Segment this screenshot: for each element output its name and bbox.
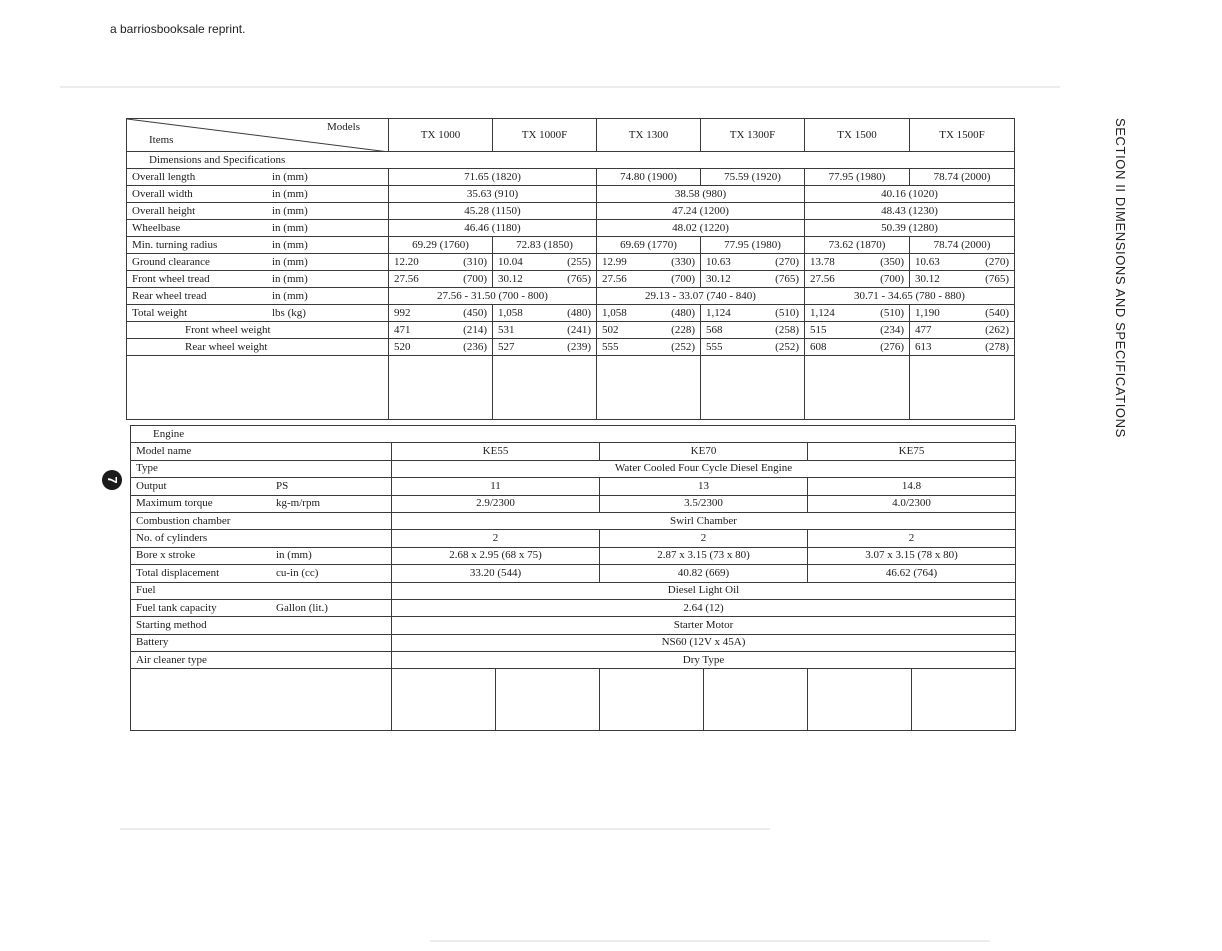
- value-cell: [701, 271, 805, 288]
- value-cell: [389, 339, 493, 356]
- table-row: [127, 271, 1015, 288]
- value-kg: (510): [775, 306, 799, 319]
- row-label: [127, 322, 389, 339]
- value-kg: (228): [671, 323, 695, 336]
- value-kg: (252): [775, 340, 799, 353]
- unit-label: in (mm): [272, 238, 308, 251]
- table-row: [127, 186, 1015, 203]
- table-row: [131, 512, 1016, 529]
- value-cell: KE70: [600, 443, 808, 460]
- value-kg: (236): [463, 340, 487, 353]
- value-cell: Water Cooled Four Cycle Diesel Engine: [392, 460, 1016, 477]
- value-kg: (540): [985, 306, 1009, 319]
- section-label: Engine: [131, 426, 1016, 443]
- value-cell: [389, 254, 493, 271]
- value-cell: [910, 322, 1015, 339]
- value-cell: Dry Type: [392, 652, 1016, 669]
- value-cell: 11: [392, 478, 600, 495]
- row-label: [127, 271, 389, 288]
- empty-cell: [808, 669, 912, 731]
- item-label: Overall height: [132, 204, 196, 217]
- unit-label: in (mm): [272, 221, 308, 234]
- value-lbs: 1,124: [706, 306, 731, 319]
- value-cell: 71.65 (1820): [389, 169, 597, 186]
- table-header-row: [127, 119, 1015, 152]
- value-cell: Starter Motor: [392, 617, 1016, 634]
- item-label: Air cleaner type: [136, 653, 207, 666]
- value-cell: 2.87 x 3.15 (73 x 80): [600, 547, 808, 564]
- item-label: Starting method: [136, 618, 207, 631]
- row-label: [127, 169, 389, 186]
- value-inch: 10.04: [498, 255, 523, 268]
- value-cell: KE55: [392, 443, 600, 460]
- row-label: [127, 203, 389, 220]
- value-lbs: 1,058: [602, 306, 627, 319]
- table-row: [127, 203, 1015, 220]
- value-metric: (270): [985, 255, 1009, 268]
- row-label: [127, 220, 389, 237]
- item-label: Battery: [136, 636, 169, 649]
- value-lbs: 568: [706, 323, 723, 336]
- unit-label: in (mm): [272, 272, 308, 285]
- empty-cell: [496, 669, 600, 731]
- value-cell: 75.59 (1920): [701, 169, 805, 186]
- value-cell: [805, 305, 910, 322]
- value-kg: (214): [463, 323, 487, 336]
- value-cell: 2: [600, 530, 808, 547]
- value-inch: 27.56: [394, 272, 419, 285]
- value-lbs: 608: [810, 340, 827, 353]
- item-label: Output: [136, 479, 167, 492]
- empty-cell: [600, 669, 704, 731]
- value-metric: (765): [775, 272, 799, 285]
- value-cell: 45.28 (1150): [389, 203, 597, 220]
- scan-smudge: [430, 940, 990, 942]
- unit-label: in (mm): [272, 187, 308, 200]
- page-number-mark: 7: [102, 470, 122, 490]
- row-label: [131, 460, 392, 477]
- empty-row: [131, 669, 1016, 731]
- value-cell: 2.68 x 2.95 (68 x 75): [392, 547, 600, 564]
- table-row: [127, 220, 1015, 237]
- value-cell: 38.58 (980): [597, 186, 805, 203]
- unit-label: in (mm): [276, 549, 312, 562]
- value-lbs: 1,190: [915, 306, 940, 319]
- item-label: Wheelbase: [132, 221, 181, 234]
- table-row: [131, 460, 1016, 477]
- value-lbs: 471: [394, 323, 411, 336]
- unit-label: in (mm): [272, 255, 308, 268]
- value-cell: 73.62 (1870): [805, 237, 910, 254]
- value-cell: [389, 271, 493, 288]
- value-cell: 2.64 (12): [392, 599, 1016, 616]
- value-cell: 3.5/2300: [600, 495, 808, 512]
- value-cell: 40.16 (1020): [805, 186, 1015, 203]
- table-row: [131, 652, 1016, 669]
- empty-cell: [701, 356, 805, 420]
- value-metric: (765): [985, 272, 1009, 285]
- unit-label: cu-in (cc): [276, 566, 319, 579]
- table-row: [131, 443, 1016, 460]
- row-label: [127, 288, 389, 305]
- table-row: [131, 547, 1016, 564]
- row-label: [131, 478, 392, 495]
- item-label: Fuel tank capacity: [136, 601, 217, 614]
- header-diagonal-cell: [127, 119, 389, 152]
- item-label: Combustion chamber: [136, 514, 231, 527]
- row-label: [131, 512, 392, 529]
- value-metric: (350): [880, 255, 904, 268]
- value-cell: NS60 (12V x 45A): [392, 634, 1016, 651]
- row-label: [127, 305, 389, 322]
- model-header: TX 1000F: [493, 119, 597, 152]
- table-row: [127, 169, 1015, 186]
- row-label: [131, 547, 392, 564]
- item-label: Rear wheel tread: [132, 289, 207, 302]
- value-kg: (510): [880, 306, 904, 319]
- empty-cell: [912, 669, 1016, 731]
- table-row: [131, 478, 1016, 495]
- item-label: Model name: [136, 445, 192, 458]
- section-row: [131, 426, 1016, 443]
- value-lbs: 613: [915, 340, 932, 353]
- value-cell: 27.56 - 31.50 (700 - 800): [389, 288, 597, 305]
- value-cell: 69.69 (1770): [597, 237, 701, 254]
- value-inch: 30.12: [706, 272, 731, 285]
- items-label: Items: [149, 134, 174, 146]
- row-label: [131, 599, 392, 616]
- unit-label: in (mm): [272, 289, 308, 302]
- value-metric: (700): [463, 272, 487, 285]
- unit-label: in (mm): [272, 170, 308, 183]
- row-label: [127, 186, 389, 203]
- value-kg: (241): [567, 323, 591, 336]
- value-kg: (252): [671, 340, 695, 353]
- value-kg: (262): [985, 323, 1009, 336]
- section-row: [127, 152, 1015, 169]
- table-row: [127, 288, 1015, 305]
- table-row: [127, 305, 1015, 322]
- value-metric: (255): [567, 255, 591, 268]
- item-label: Total weight: [132, 306, 188, 319]
- value-cell: [910, 339, 1015, 356]
- value-cell: [701, 339, 805, 356]
- value-cell: 29.13 - 33.07 (740 - 840): [597, 288, 805, 305]
- reprint-note: a barriosbooksale reprint.: [110, 22, 246, 36]
- value-inch: 12.99: [602, 255, 627, 268]
- value-lbs: 515: [810, 323, 827, 336]
- value-inch: 30.12: [498, 272, 523, 285]
- value-cell: [805, 322, 910, 339]
- models-label: Models: [327, 121, 360, 133]
- value-cell: [910, 254, 1015, 271]
- value-cell: 74.80 (1900): [597, 169, 701, 186]
- value-cell: 2: [392, 530, 600, 547]
- engine-table: [130, 425, 1016, 731]
- item-label: Type: [136, 462, 158, 475]
- value-cell: 77.95 (1980): [805, 169, 910, 186]
- empty-cell: [127, 356, 389, 420]
- value-kg: (276): [880, 340, 904, 353]
- row-label: [131, 565, 392, 582]
- model-header: TX 1500: [805, 119, 910, 152]
- section-label: Dimensions and Specifications: [127, 152, 1015, 169]
- value-cell: [805, 339, 910, 356]
- item-label: Min. turning radius: [132, 238, 218, 251]
- row-label: [127, 237, 389, 254]
- unit-label: Gallon (lit.): [276, 601, 328, 614]
- table-row: [131, 582, 1016, 599]
- value-metric: (700): [880, 272, 904, 285]
- unit-label: PS: [276, 479, 289, 492]
- scan-smudge: [120, 828, 770, 830]
- unit-label: kg-m/rpm: [276, 497, 320, 510]
- value-metric: (270): [775, 255, 799, 268]
- empty-row: [127, 356, 1015, 420]
- item-label: Overall length: [132, 170, 196, 183]
- row-label: [131, 582, 392, 599]
- table-row: [131, 599, 1016, 616]
- empty-cell: [131, 669, 392, 731]
- row-label: [131, 443, 392, 460]
- value-kg: (234): [880, 323, 904, 336]
- value-cell: [389, 322, 493, 339]
- scan-smudge: [60, 86, 1060, 88]
- value-lbs: 531: [498, 323, 515, 336]
- value-inch: 13.78: [810, 255, 835, 268]
- value-kg: (450): [463, 306, 487, 319]
- value-inch: 27.56: [810, 272, 835, 285]
- value-cell: [910, 305, 1015, 322]
- item-label: Rear wheel weight: [185, 340, 268, 353]
- unit-label: in (mm): [272, 204, 308, 217]
- table-row: [131, 565, 1016, 582]
- table-row: [127, 237, 1015, 254]
- value-cell: Diesel Light Oil: [392, 582, 1016, 599]
- value-metric: (310): [463, 255, 487, 268]
- value-cell: 14.8: [808, 478, 1016, 495]
- table-row: [131, 495, 1016, 512]
- value-cell: [805, 254, 910, 271]
- item-label: No. of cylinders: [136, 532, 208, 545]
- value-kg: (239): [567, 340, 591, 353]
- value-kg: (258): [775, 323, 799, 336]
- item-label: Ground clearance: [132, 255, 210, 268]
- value-metric: (700): [671, 272, 695, 285]
- value-cell: [910, 271, 1015, 288]
- table-row: [127, 254, 1015, 271]
- value-cell: [597, 305, 701, 322]
- item-label: Front wheel weight: [185, 323, 271, 336]
- value-inch: 12.20: [394, 255, 419, 268]
- item-label: Front wheel tread: [132, 272, 210, 285]
- empty-cell: [704, 669, 808, 731]
- value-cell: [701, 254, 805, 271]
- value-cell: [805, 271, 910, 288]
- value-lbs: 477: [915, 323, 932, 336]
- model-header: TX 1000: [389, 119, 493, 152]
- value-lbs: 555: [602, 340, 619, 353]
- value-cell: 40.82 (669): [600, 565, 808, 582]
- value-metric: (765): [567, 272, 591, 285]
- value-cell: KE75: [808, 443, 1016, 460]
- row-label: [131, 617, 392, 634]
- value-cell: 46.46 (1180): [389, 220, 597, 237]
- value-cell: [493, 305, 597, 322]
- empty-cell: [389, 356, 493, 420]
- empty-cell: [392, 669, 496, 731]
- item-label: Fuel: [136, 584, 156, 597]
- value-cell: [701, 322, 805, 339]
- value-cell: [701, 305, 805, 322]
- value-cell: [597, 339, 701, 356]
- value-cell: 46.62 (764): [808, 565, 1016, 582]
- value-cell: 48.43 (1230): [805, 203, 1015, 220]
- row-label: [131, 652, 392, 669]
- value-kg: (278): [985, 340, 1009, 353]
- row-label: [131, 530, 392, 547]
- table-row: [131, 634, 1016, 651]
- value-inch: 30.12: [915, 272, 940, 285]
- value-cell: 2: [808, 530, 1016, 547]
- model-header: TX 1300F: [701, 119, 805, 152]
- row-label: [127, 254, 389, 271]
- value-cell: 77.95 (1980): [701, 237, 805, 254]
- value-inch: 10.63: [915, 255, 940, 268]
- item-label: Bore x stroke: [136, 549, 196, 562]
- value-lbs: 527: [498, 340, 515, 353]
- value-cell: [597, 271, 701, 288]
- value-inch: 27.56: [602, 272, 627, 285]
- value-cell: 47.24 (1200): [597, 203, 805, 220]
- value-lbs: 555: [706, 340, 723, 353]
- section-title: SECTION II DIMENSIONS AND SPECIFICATIONS: [1113, 118, 1128, 438]
- item-label: Overall width: [132, 187, 193, 200]
- value-cell: [493, 254, 597, 271]
- value-cell: [493, 271, 597, 288]
- table-row: [127, 322, 1015, 339]
- value-cell: 78.74 (2000): [910, 169, 1015, 186]
- value-cell: 30.71 - 34.65 (780 - 880): [805, 288, 1015, 305]
- value-cell: 69.29 (1760): [389, 237, 493, 254]
- table-row: [127, 339, 1015, 356]
- value-cell: 72.83 (1850): [493, 237, 597, 254]
- value-cell: 50.39 (1280): [805, 220, 1015, 237]
- row-label: [131, 495, 392, 512]
- value-cell: [597, 322, 701, 339]
- value-lbs: 1,058: [498, 306, 523, 319]
- value-inch: 10.63: [706, 255, 731, 268]
- value-cell: 33.20 (544): [392, 565, 600, 582]
- empty-cell: [910, 356, 1015, 420]
- value-lbs: 520: [394, 340, 411, 353]
- row-label: [127, 339, 389, 356]
- value-cell: 78.74 (2000): [910, 237, 1015, 254]
- value-cell: Swirl Chamber: [392, 512, 1016, 529]
- model-header: TX 1500F: [910, 119, 1015, 152]
- unit-label: lbs (kg): [272, 306, 306, 319]
- value-cell: 13: [600, 478, 808, 495]
- value-cell: [493, 339, 597, 356]
- empty-cell: [493, 356, 597, 420]
- value-cell: 3.07 x 3.15 (78 x 80): [808, 547, 1016, 564]
- empty-cell: [805, 356, 910, 420]
- dimensions-table: [126, 118, 1015, 420]
- value-lbs: 1,124: [810, 306, 835, 319]
- table-row: [131, 617, 1016, 634]
- value-cell: [389, 305, 493, 322]
- item-label: Maximum torque: [136, 497, 213, 510]
- value-cell: [493, 322, 597, 339]
- value-cell: 2.9/2300: [392, 495, 600, 512]
- value-kg: (480): [671, 306, 695, 319]
- value-cell: 4.0/2300: [808, 495, 1016, 512]
- row-label: [131, 634, 392, 651]
- value-kg: (480): [567, 306, 591, 319]
- value-lbs: 502: [602, 323, 619, 336]
- empty-cell: [597, 356, 701, 420]
- value-lbs: 992: [394, 306, 411, 319]
- value-cell: [597, 254, 701, 271]
- value-metric: (330): [671, 255, 695, 268]
- value-cell: 48.02 (1220): [597, 220, 805, 237]
- table-row: [131, 530, 1016, 547]
- model-header: TX 1300: [597, 119, 701, 152]
- value-cell: 35.63 (910): [389, 186, 597, 203]
- item-label: Total displacement: [136, 566, 220, 579]
